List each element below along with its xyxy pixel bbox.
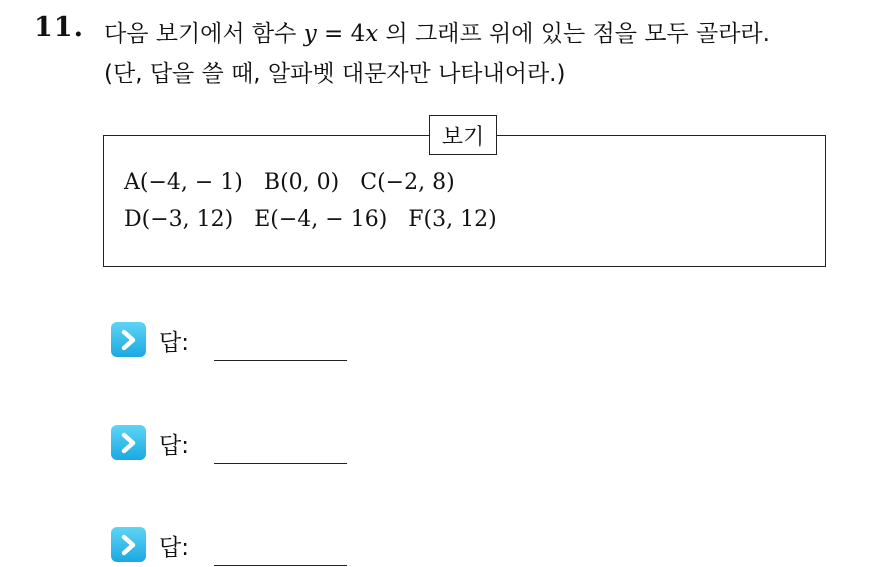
answer-blank[interactable] (214, 565, 347, 566)
chevron-right-icon (111, 322, 146, 357)
question-text-after: 의 그래프 위에 있는 점을 모두 골라라. (378, 21, 770, 47)
answer-row-3 (111, 527, 371, 565)
answer-blank[interactable] (214, 463, 347, 464)
point-f: F(3, 12) (408, 207, 497, 232)
point-d: D(−3, 12) (124, 207, 234, 232)
answer-row-1 (111, 322, 371, 360)
question-text-before: 다음 보기에서 함수 (104, 21, 304, 47)
answer-row-2 (111, 425, 371, 463)
example-box-title: 보기 (429, 115, 497, 155)
points-row-2 (124, 207, 511, 232)
points-row-1 (124, 170, 469, 195)
chevron-right-icon (111, 425, 146, 460)
equation (304, 21, 379, 47)
equation-y: y (303, 21, 317, 47)
question-number: 11. (34, 12, 84, 43)
point-c: C(−2, 8) (360, 170, 455, 195)
answer-label: 답: (159, 330, 189, 356)
point-b: B(0, 0) (263, 170, 340, 195)
answer-blank[interactable] (214, 360, 347, 361)
answer-label: 답: (159, 433, 189, 459)
point-a: A(−4, − 1) (124, 170, 243, 195)
equation-x: x (365, 21, 379, 47)
point-e: E(−4, − 16) (254, 207, 388, 232)
chevron-right-icon (111, 527, 146, 562)
answer-label: 답: (159, 535, 189, 561)
question-text-line1 (104, 15, 770, 48)
question-text-line2: (단, 답을 쓸 때, 알파벳 대문자만 나타내어라.) (104, 61, 566, 87)
equation-eq: = 4 (316, 21, 366, 47)
